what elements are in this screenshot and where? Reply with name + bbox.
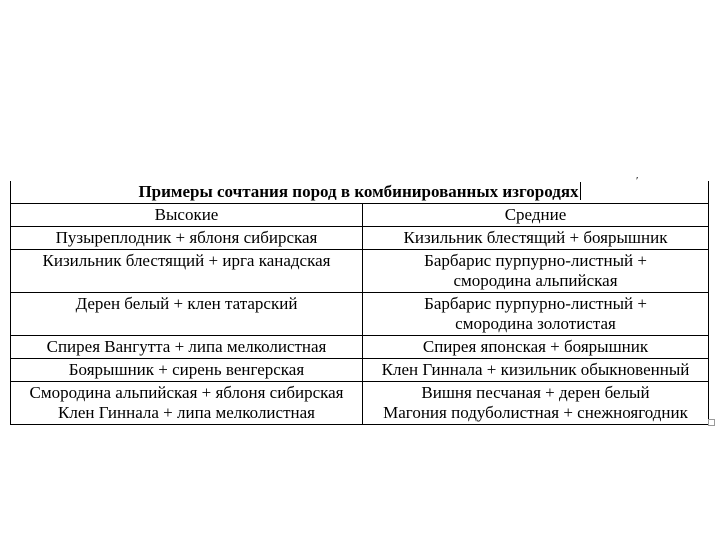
cell-line: Спирея японская + боярышник [422, 337, 649, 356]
table-row [11, 382, 709, 425]
cell-high[interactable] [11, 336, 363, 359]
cell-mid[interactable] [363, 227, 709, 250]
table-row [11, 336, 709, 359]
header-row [11, 204, 709, 227]
cell-line: Барбарис пурпурно-листный + [424, 294, 647, 313]
cell-line: Боярышник + сирень венгерская [68, 360, 305, 379]
cell-high[interactable] [11, 382, 363, 425]
cell-line: Кизильник блестящий + ирга канадская [42, 251, 331, 270]
cell-line: Кизильник блестящий + боярышник [403, 228, 668, 247]
table-resize-handle[interactable] [708, 419, 715, 426]
cell-line: смородина альпийская [453, 271, 618, 290]
cell-line: Клен Гиннала + липа мелколистная [58, 403, 315, 422]
title-row [11, 181, 709, 204]
cell-mid[interactable] [363, 382, 709, 425]
cell-mid[interactable] [363, 359, 709, 382]
table-row [11, 359, 709, 382]
cell-high[interactable] [11, 293, 363, 336]
table-title: Примеры сочтания пород в комбинированных изгородях [138, 182, 579, 201]
text-cursor [580, 182, 581, 200]
table-row [11, 250, 709, 293]
combination-table [10, 181, 709, 425]
cell-line: смородина золотистая [455, 314, 616, 333]
stray-mark: ʹ [636, 175, 639, 187]
table-title-cell[interactable] [11, 181, 709, 204]
cell-line: Спирея Вангутта + липа мелколистная [46, 337, 327, 356]
table-row [11, 227, 709, 250]
cell-high[interactable] [11, 227, 363, 250]
cell-line: Клен Гиннала + кизильник обыкновенный [381, 360, 690, 379]
cell-line: Барбарис пурпурно-листный + [424, 251, 647, 270]
cell-mid[interactable] [363, 250, 709, 293]
cell-line: Пузыреплодник + яблоня сибирская [55, 228, 318, 247]
cell-line: Смородина альпийская + яблоня сибирская [29, 383, 344, 402]
table-row [11, 293, 709, 336]
cell-line: Вишня песчаная + дерен белый [421, 383, 650, 402]
header-high[interactable]: Высокие [11, 204, 363, 227]
cell-line: Магония подуболистная + снежноягодник [383, 403, 688, 422]
cell-line: Дерен белый + клен татарский [75, 294, 298, 313]
cell-mid[interactable] [363, 336, 709, 359]
cell-high[interactable] [11, 359, 363, 382]
cell-mid[interactable] [363, 293, 709, 336]
header-mid[interactable]: Средние [363, 204, 709, 227]
cell-high[interactable] [11, 250, 363, 293]
